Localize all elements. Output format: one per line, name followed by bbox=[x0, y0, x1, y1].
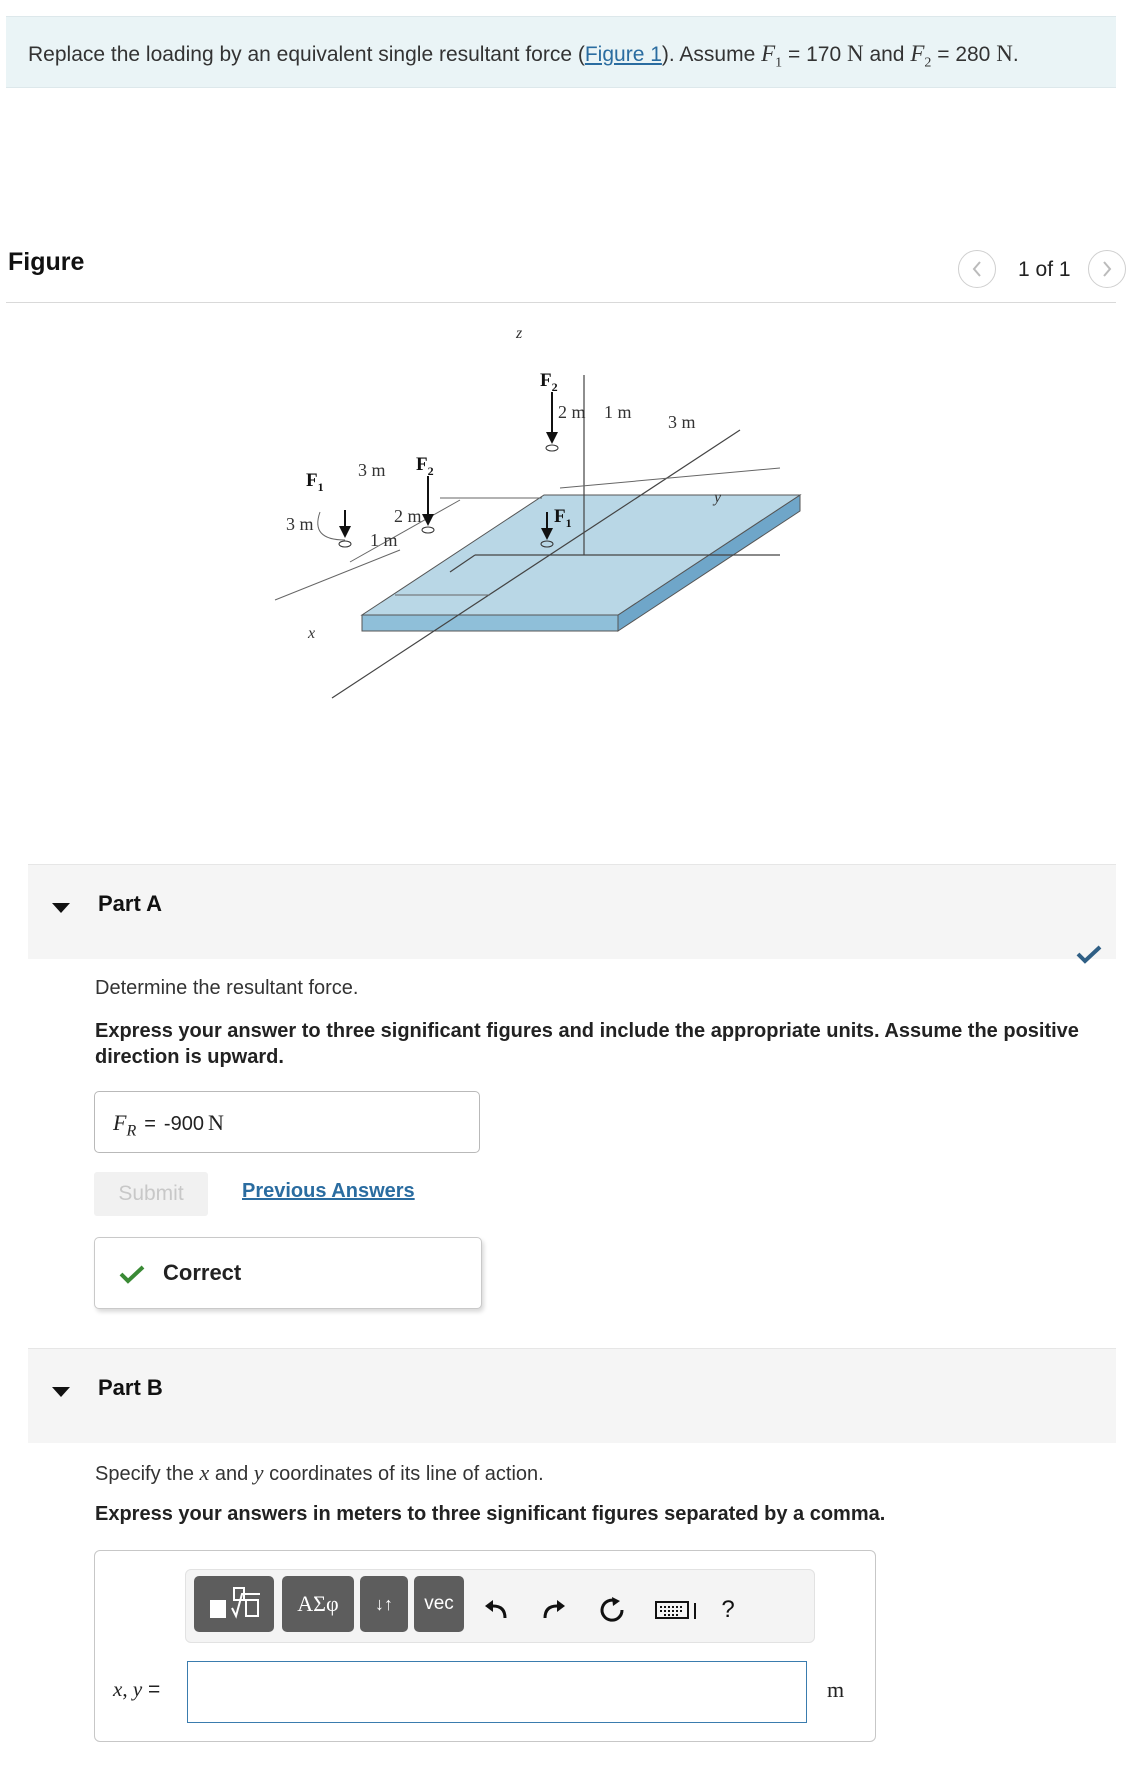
redo-button[interactable] bbox=[536, 1592, 572, 1628]
dim-label-1m-low: 1 m bbox=[370, 530, 398, 550]
keyboard-button[interactable] bbox=[654, 1592, 700, 1628]
dim-label-2m-low: 2 m bbox=[394, 506, 422, 526]
collapse-triangle-icon bbox=[52, 1387, 70, 1397]
y-axis-label: y bbox=[714, 489, 722, 506]
part-a-answer: $F_R = -900$ N bbox=[113, 1110, 224, 1140]
xy-input-label: x, y = bbox=[113, 1677, 161, 1701]
part-a-question: Determine the resultant force. bbox=[95, 977, 359, 999]
f2-unit: N bbox=[996, 41, 1013, 66]
checkmark-icon bbox=[1076, 944, 1102, 964]
f2-symbol: $F_2$ bbox=[910, 41, 932, 71]
figure-diagram bbox=[286, 325, 850, 730]
figure-prev-button[interactable] bbox=[958, 250, 996, 288]
problem-statement bbox=[6, 16, 1116, 88]
figure-title: Figure bbox=[8, 248, 85, 276]
undo-button[interactable] bbox=[478, 1592, 514, 1628]
label-f1-front: $F_1$ bbox=[306, 470, 324, 494]
help-button[interactable]: ? bbox=[721, 1596, 735, 1623]
f1-symbol: $F_1$ bbox=[761, 41, 783, 71]
problem-text-mid: ). Assume bbox=[661, 43, 762, 66]
previous-answers-link[interactable]: Previous Answers bbox=[242, 1180, 415, 1202]
plate-side-front bbox=[362, 615, 618, 631]
part-b-instruction: Express your answers in meters to three significant figures separated by a comma. bbox=[95, 1503, 886, 1525]
problem-end: . bbox=[1012, 43, 1019, 66]
correct-label: Correct bbox=[163, 1260, 242, 1285]
undo-icon bbox=[483, 1598, 509, 1622]
chevron-left-icon bbox=[970, 259, 984, 279]
dim-label-3m-left: 3 m bbox=[286, 514, 314, 534]
unit-label: m bbox=[827, 1677, 845, 1702]
label-f2-back: $F_2$ bbox=[540, 370, 558, 394]
dim-label-3m-right: 3 m bbox=[668, 412, 696, 432]
arrows-button[interactable]: ↓↑ bbox=[360, 1576, 408, 1632]
problem-text-start: Replace the loading by an equivalent single resultant force ( bbox=[28, 43, 585, 66]
part-a-title: Part A bbox=[98, 891, 162, 916]
vector-button[interactable]: vec bbox=[414, 1576, 464, 1632]
problem-text bbox=[28, 41, 1019, 72]
x-axis-label: x bbox=[308, 625, 316, 642]
part-b-title: Part B bbox=[98, 1375, 163, 1400]
greek-symbols-button[interactable]: ΑΣφ bbox=[282, 1576, 354, 1632]
xy-answer-input[interactable] bbox=[187, 1661, 807, 1723]
submit-button[interactable]: Submit bbox=[94, 1172, 208, 1216]
figure-counter: 1 of 1 bbox=[1018, 258, 1071, 281]
force-arrow-f2-front bbox=[422, 476, 434, 533]
label-f1-back: $F_1$ bbox=[554, 506, 572, 530]
part-a-answer-field[interactable] bbox=[94, 1091, 480, 1153]
part-a-header[interactable] bbox=[28, 864, 1116, 959]
f2-value: = 280 bbox=[931, 43, 997, 66]
f1-unit: N bbox=[846, 41, 864, 66]
correct-check-icon bbox=[119, 1264, 145, 1284]
dim-line-top bbox=[560, 468, 780, 488]
chevron-right-icon bbox=[1100, 259, 1114, 279]
redo-icon bbox=[541, 1598, 567, 1622]
dim-label-2m-top: 2 m bbox=[558, 402, 586, 422]
label-f2-front: $F_2$ bbox=[416, 454, 434, 478]
f1-value: = 170 bbox=[782, 43, 847, 66]
z-axis-label: z bbox=[516, 325, 523, 342]
reset-icon bbox=[598, 1596, 626, 1624]
reset-button[interactable] bbox=[594, 1592, 630, 1628]
figure-link[interactable]: Figure 1 bbox=[584, 43, 662, 66]
answer-editor bbox=[94, 1550, 876, 1742]
force-arrow-f1-front bbox=[339, 510, 351, 547]
problem-and: and bbox=[863, 43, 911, 66]
figure-header bbox=[6, 240, 1116, 303]
dim-line-left bbox=[275, 550, 400, 600]
keyboard-icon bbox=[655, 1599, 699, 1621]
collapse-triangle-icon bbox=[52, 903, 70, 913]
force-arrow-f2-back bbox=[546, 392, 558, 451]
math-toolbar bbox=[185, 1569, 815, 1643]
correct-feedback bbox=[94, 1237, 482, 1309]
part-a-instruction: Express your answer to three significant figures and include the appropriate units. Assume the positive direction is upward. bbox=[95, 1020, 1079, 1068]
part-b-question: Specify the x and y coordinates of its line of action. bbox=[95, 1460, 544, 1485]
figure-next-button[interactable] bbox=[1088, 250, 1126, 288]
part-b-header[interactable] bbox=[28, 1348, 1116, 1443]
dim-label-3m-upper: 3 m bbox=[358, 460, 386, 480]
templates-icon bbox=[204, 1584, 264, 1624]
templates-button[interactable] bbox=[194, 1576, 274, 1632]
dim-label-1m-top: 1 m bbox=[604, 402, 632, 422]
